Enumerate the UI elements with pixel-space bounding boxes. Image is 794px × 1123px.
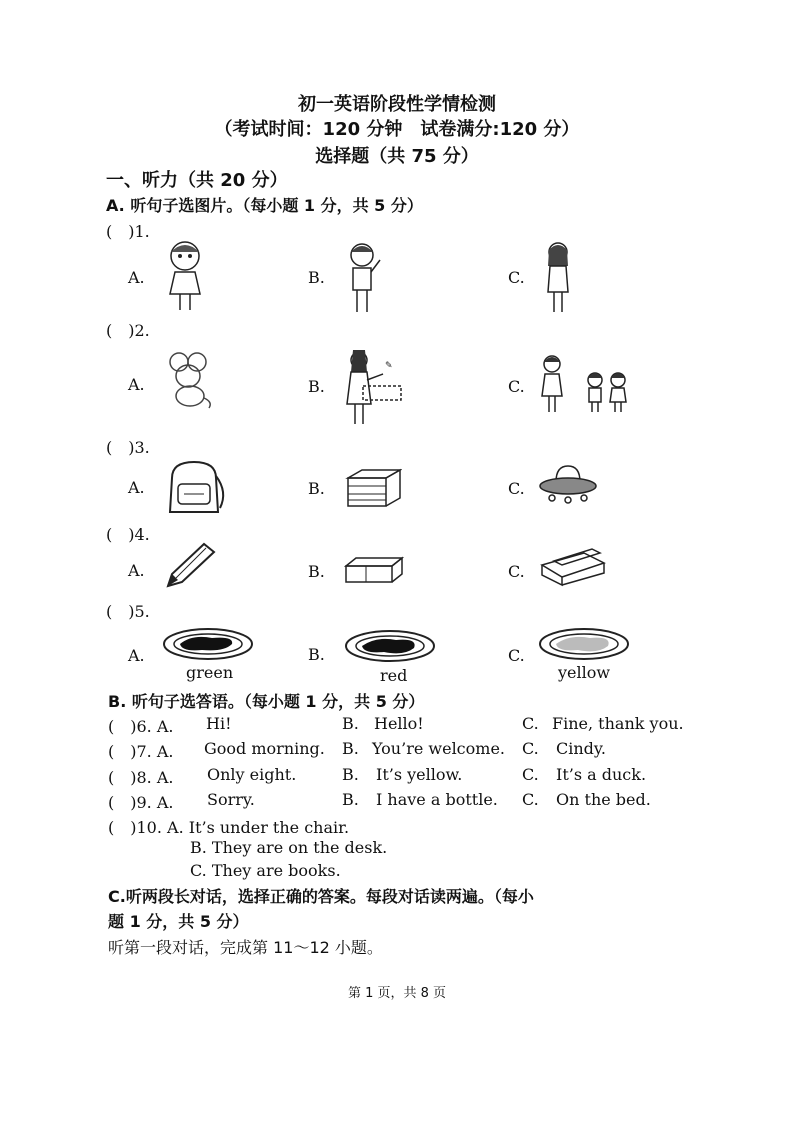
- question-number-8: ( )8. A.: [108, 768, 174, 787]
- paint-blob-dark-icon: [162, 626, 254, 662]
- option-b-text: It’s yellow.: [376, 765, 463, 784]
- option-c-label: C.: [522, 790, 539, 809]
- question-number-4: ( )4.: [106, 525, 150, 544]
- option-label-a: A.: [128, 646, 145, 665]
- option-c-label: C.: [522, 714, 539, 733]
- question-number-5: ( )5.: [106, 602, 150, 621]
- option-a-text: Hi!: [206, 714, 232, 733]
- girl-with-bow-icon: [160, 238, 210, 314]
- question-number-7: ( )7. A.: [108, 742, 174, 761]
- color-word-red: red: [380, 666, 408, 685]
- option-label-b: B.: [308, 645, 325, 664]
- schoolbag-icon: [162, 458, 230, 516]
- option-a-text: Only eight.: [207, 765, 297, 784]
- option-label-b: B.: [308, 268, 325, 287]
- section-c-heading: C.听两段长对话，选择正确的答案。每段对话读两遍。（每小: [108, 887, 534, 906]
- question-number-9: ( )9. A.: [108, 793, 174, 812]
- option-label-a: A.: [128, 375, 145, 394]
- boy-waving-icon: [342, 240, 382, 316]
- section-title: 选择题（共 75 分）: [315, 146, 479, 167]
- option-label-b: B.: [308, 479, 325, 498]
- option-label-c: C.: [508, 268, 525, 287]
- option-c-text: It’s a duck.: [556, 765, 647, 784]
- section-a-heading: A. 听句子选图片。（每小题 1 分，共 5 分）: [106, 196, 423, 215]
- option-b-label: B.: [342, 790, 359, 809]
- paint-blob-light-icon: [538, 626, 630, 662]
- ufo-icon: [538, 460, 598, 510]
- mouse-icon: [165, 350, 215, 410]
- teacher-at-blackboard-icon: [343, 346, 403, 426]
- question-10-option-a: ( )10. A. It’s under the chair.: [108, 818, 350, 837]
- section-c-heading-continued: 题 1 分，共 5 分）: [108, 912, 249, 931]
- option-a-text: Sorry.: [207, 790, 255, 809]
- question-number-1: ( )1.: [106, 222, 150, 241]
- page-footer: 第 1 页，共 8 页: [347, 986, 447, 1001]
- option-c-label: C.: [522, 765, 539, 784]
- option-label-a: A.: [128, 478, 145, 497]
- color-word-yellow: yellow: [558, 663, 611, 682]
- option-b-text: Hello!: [374, 714, 424, 733]
- option-c-text: Cindy.: [556, 739, 606, 758]
- question-10-option-b: B. They are on the desk.: [190, 838, 388, 857]
- question-number-3: ( )3.: [106, 438, 150, 457]
- mother-with-children-icon: [540, 354, 632, 414]
- option-b-label: B.: [342, 739, 359, 758]
- option-label-b: B.: [308, 377, 325, 396]
- option-c-text: Fine, thank you.: [552, 714, 684, 733]
- section-c-instruction: 听第一段对话，完成第 11～12 小题。: [108, 938, 383, 957]
- option-a-text: Good morning.: [204, 739, 325, 758]
- option-label-a: A.: [128, 268, 145, 287]
- pencil-box-icon: [540, 545, 606, 587]
- option-label-c: C.: [508, 646, 525, 665]
- exam-subtitle: （考试时间：120 分钟 试卷满分:120 分）: [214, 119, 580, 140]
- woman-standing-icon: [540, 240, 576, 316]
- pen-icon: [162, 540, 218, 590]
- part-heading-listening: 一、听力（共 20 分）: [106, 170, 288, 191]
- option-b-text: You’re welcome.: [372, 739, 505, 758]
- option-label-a: A.: [128, 561, 145, 580]
- svg-text:✎: ✎: [385, 361, 393, 371]
- question-10-option-c: C. They are books.: [190, 861, 341, 880]
- option-b-text: I have a bottle.: [376, 790, 498, 809]
- question-number-2: ( )2.: [106, 321, 150, 340]
- option-label-c: C.: [508, 377, 525, 396]
- exam-title: 初一英语阶段性学情检测: [298, 94, 496, 115]
- books-icon: [344, 466, 402, 510]
- option-b-label: B.: [342, 765, 359, 784]
- color-word-green: green: [186, 663, 234, 682]
- option-label-b: B.: [308, 562, 325, 581]
- section-b-heading: B. 听句子选答语。（每小题 1 分，共 5 分）: [108, 692, 425, 711]
- eraser-icon: [344, 556, 404, 586]
- option-label-c: C.: [508, 479, 525, 498]
- option-label-c: C.: [508, 562, 525, 581]
- option-c-text: On the bed.: [556, 790, 651, 809]
- question-number-6: ( )6. A.: [108, 717, 174, 736]
- option-b-label: B.: [342, 714, 359, 733]
- option-c-label: C.: [522, 739, 539, 758]
- paint-blob-dark-icon: [344, 628, 436, 664]
